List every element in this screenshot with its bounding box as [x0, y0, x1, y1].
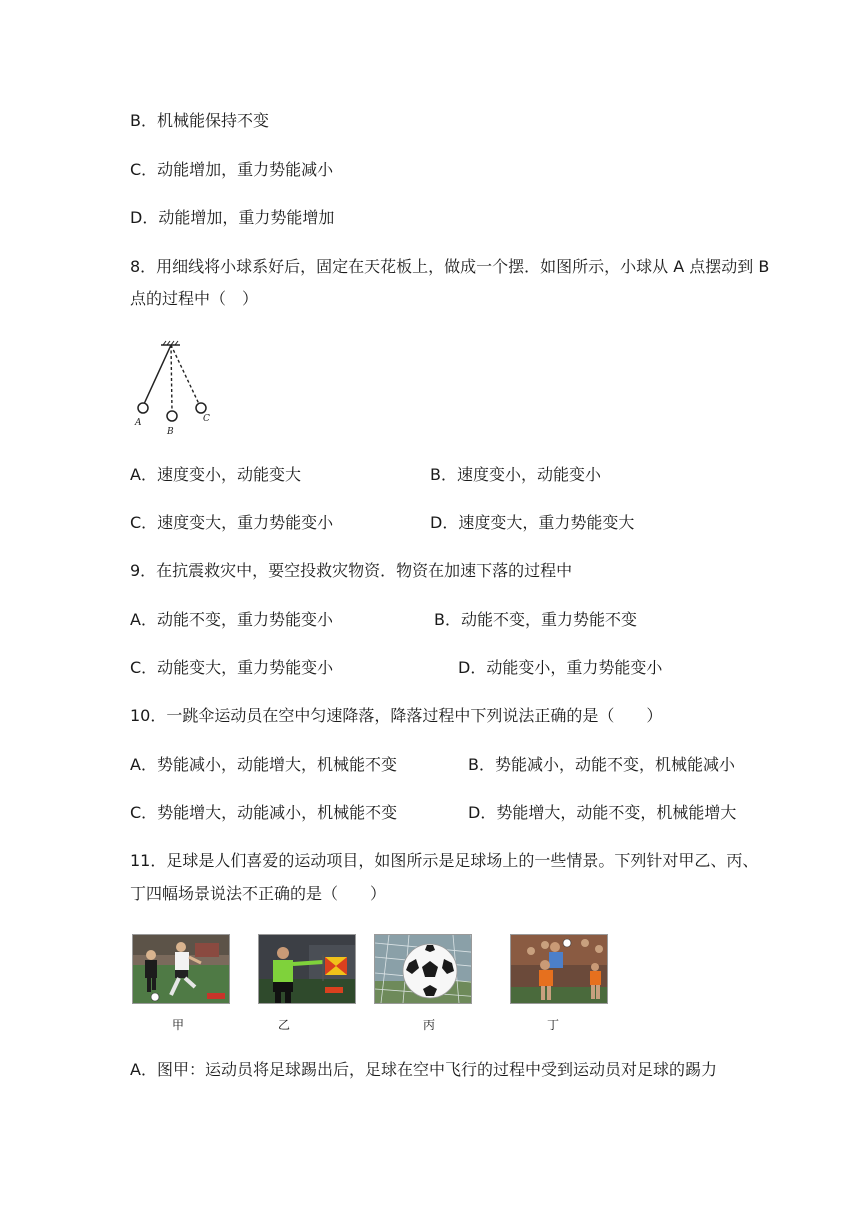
q8-stem-line1: 8．用细线将小球系好后，固定在天花板上，做成一个摆．如图所示，小球从 A 点摆动到 B [130, 257, 770, 276]
pendulum-string-b [171, 345, 172, 411]
q11-stem-line2: 丁四幅场景说法不正确的是（ ） [130, 884, 387, 903]
q10-option-d: D．势能增大，动能不变，机械能增大 [468, 803, 737, 822]
caption-ding: 丁 [547, 1018, 560, 1032]
q10-option-b: B．势能减小，动能不变，机械能减小 [468, 755, 735, 774]
q9-option-d: D．动能变小，重力势能变小 [458, 658, 663, 677]
photo-yi-assistant-referee [258, 934, 356, 1004]
pendulum-string-a [144, 345, 171, 404]
q9-stem: 9．在抗震救灾中，要空投救灾物资．物资在加速下落的过程中 [130, 561, 573, 580]
q8-stem-line2: 点的过程中（ ） [130, 289, 259, 308]
q10-option-c: C．势能增大，动能减小，机械能不变 [130, 803, 398, 822]
pendulum-string-c [171, 345, 199, 404]
q7-option-d: D．动能增加，重力势能增加 [130, 208, 335, 227]
q10-stem: 10．一跳伞运动员在空中匀速降落，降落过程中下列说法正确的是（ ） [130, 706, 663, 725]
q7-option-b: B．机械能保持不变 [130, 111, 269, 130]
q7-option-c: C．动能增加，重力势能减小 [130, 160, 334, 179]
ball-a [138, 403, 148, 413]
q11-option-a: A．图甲：运动员将足球踢出后，足球在空中飞行的过程中受到运动员对足球的踢力 [130, 1060, 717, 1079]
label-a: A [135, 418, 142, 428]
q9-option-c: C．动能变大，重力势能变小 [130, 658, 334, 677]
photo-ding-heading-players [510, 934, 608, 1004]
q9-option-a: A．动能不变，重力势能变小 [130, 610, 333, 629]
q8-option-c: C．速度变大，重力势能变小 [130, 513, 334, 532]
photo-bing-ball-in-net [374, 934, 472, 1004]
pendulum-figure [128, 336, 228, 436]
caption-bing: 丙 [423, 1018, 436, 1032]
q11-stem-line1: 11．足球是人们喜爱的运动项目，如图所示是足球场上的一些情景。下列针对甲乙、丙、 [130, 851, 759, 870]
q10-option-a: A．势能减小，动能增大，机械能不变 [130, 755, 397, 774]
ceiling-mount [161, 341, 180, 345]
q8-option-b: B．速度变小，动能变小 [430, 465, 601, 484]
ball-c [196, 403, 206, 413]
caption-jia: 甲 [172, 1018, 185, 1032]
q8-option-d: D．速度变大，重力势能变大 [430, 513, 635, 532]
q8-option-a: A．速度变小，动能变大 [130, 465, 301, 484]
label-c: C [203, 414, 210, 424]
ball-b [167, 411, 177, 421]
q9-option-b: B．动能不变，重力势能不变 [434, 610, 637, 629]
caption-yi: 乙 [278, 1018, 291, 1032]
photo-jia-kicking-player [132, 934, 230, 1004]
label-b: B [167, 427, 174, 436]
